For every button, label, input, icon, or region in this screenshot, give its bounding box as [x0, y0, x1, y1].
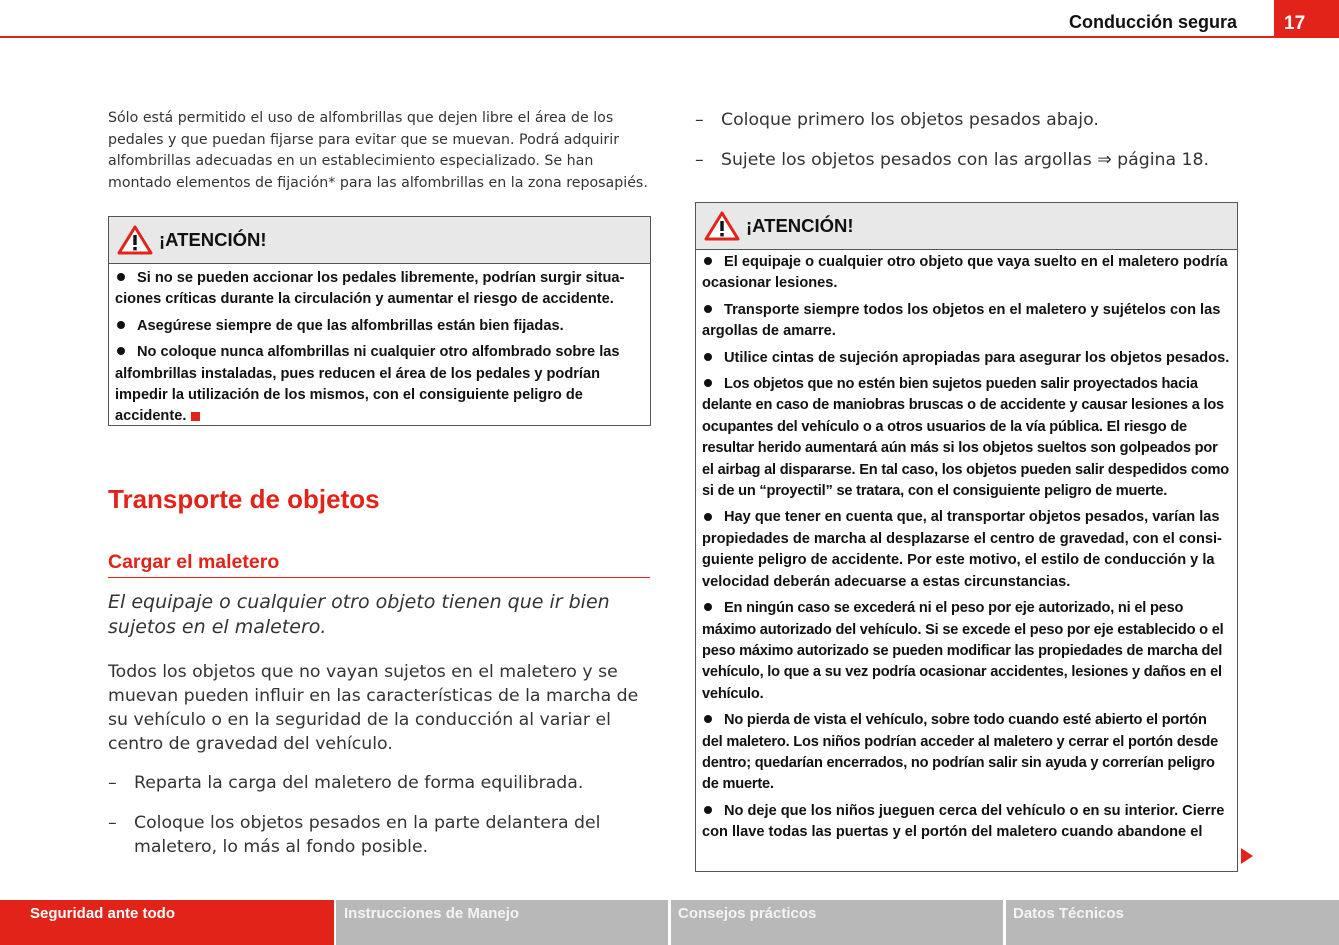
- footer-nav: [0, 900, 1339, 945]
- warning-item: Si no se pueden accionar los pedales libremente, podrían surgir situa-ciones críticas durante la circulación y aumentar el riesgo de accidente.: [115, 270, 625, 308]
- warning-item: No pierda de vista el vehículo, sobre todo cuando esté abierto el portón del maletero. Los niños podrían acceder al maletero y cerrar el portón desde dentro; quedarían encerrados, no podrían salir sin ayuda y correrían peligro de muerte.: [702, 712, 1219, 793]
- warning-list: [696, 250, 1237, 853]
- body-paragraph: Todos los objetos que no vayan sujetos en el maletero y se muevan pueden influir en las características de la marcha de su vehículo o en la seguridad de la conducción al variar el centro de gravedad del vehículo.: [108, 662, 639, 754]
- warning-triangle-icon: [117, 225, 153, 255]
- continue-arrow-icon: [1241, 848, 1253, 864]
- warning-title: ¡ATENCIÓN!: [746, 215, 854, 236]
- step-item: – Coloque primero los objetos pesados abajo.: [695, 110, 1099, 130]
- lead-text: El equipaje o cualquier otro objeto tienen que ir bien sujetos en el maletero.: [108, 591, 610, 638]
- step-item: – Coloque los objetos pesados en la parte delantera del maletero, lo más al fondo posible.: [108, 813, 601, 857]
- warning-item: No coloque nunca alfombrillas ni cualquier otro alfombrado sobre las alfombrillas instaladas, pues reducen el área de los pedales y podrían impedir la utilización de los mismos, con el consiguiente peligro de accidente.: [115, 344, 620, 425]
- warning-title: ¡ATENCIÓN!: [159, 229, 267, 250]
- header-rule: [0, 36, 1339, 38]
- page-number: 17: [1274, 0, 1339, 38]
- warning-item: Utilice cintas de sujeción apropiadas para asegurar los objetos pesados.: [702, 348, 1231, 369]
- warning-item: En ningún caso se excederá ni el peso por eje autorizado, ni el peso máximo autorizado del vehículo. Si se excede el peso por eje establecido o el peso máximo autorizado se pueden modificar las propiedades de marcha del vehículo, lo que a su vez podría ocasionar accidentes, lesiones y daños en el vehículo.: [702, 600, 1224, 702]
- tab-instrucciones[interactable]: Instrucciones de Manejo: [336, 900, 668, 945]
- warning-header: [109, 217, 650, 264]
- warning-item: Hay que tener en cuenta que, al transportar objetos pesados, varían las propiedades de marcha al desplazarse el centro de gravedad, con el consi-guiente peligro de accidente. Por este motivo, el estilo de conducción y la velocidad deberán adecuarse a estas circunstancias.: [702, 509, 1222, 590]
- subsection-title: Cargar el maletero: [108, 551, 280, 573]
- left-steps: [108, 771, 656, 859]
- end-marker-icon: [191, 412, 200, 421]
- warning-list: [109, 264, 650, 437]
- warning-header: [696, 203, 1237, 250]
- tab-consejos[interactable]: Consejos prácticos: [671, 900, 1003, 945]
- warning-box-right: [695, 202, 1238, 872]
- warning-item: El equipaje o cualquier otro objeto que vaya suelto en el maletero podría ocasionar lesiones.: [702, 254, 1228, 292]
- section-title: Transporte de objetos: [108, 484, 380, 514]
- intro-paragraph: Sólo está permitido el uso de alfombrillas que dejen libre el área de los pedales y que puedan fijarse para evitar que se muevan. Podrá adquirir alfombrillas adecuadas en un establecimiento especializado. Se han montado elementos de fijación* para las alfombrillas en la zona reposapiés.: [108, 110, 648, 191]
- chapter-title: Conducción segura: [1068, 12, 1237, 32]
- warning-item: Los objetos que no estén bien sujetos pueden salir proyectados hacia delante en caso de maniobras bruscas o de accidente y causar lesiones a los ocupantes del vehículo o a otros usuarios de la vía pública. El riesgo de resultar herido aumentará aún más si los objetos sueltos son golpeados por el airbag al dispararse. En tal caso, los objetos pueden salir despedidos como si de un “proyectil” se tratara, con el consiguiente peligro de muerte.: [702, 376, 1229, 500]
- warning-item: Asegúrese siempre de que las alfombrillas están bien fijadas.: [115, 316, 644, 337]
- warning-box-left: [108, 216, 651, 426]
- step-item: – Reparta la carga del maletero de forma equilibrada.: [108, 773, 584, 793]
- right-steps: [695, 108, 1235, 172]
- step-item: – Sujete los objetos pesados con las argollas ⇒ página 18.: [695, 150, 1210, 170]
- tab-seguridad[interactable]: Seguridad ante todo: [0, 900, 334, 945]
- subsection-rule: [108, 577, 650, 578]
- tab-datos-tecnicos[interactable]: Datos Técnicos: [1006, 900, 1339, 945]
- warning-item: Transporte siempre todos los objetos en el maletero y sujételos con las argollas de amarre.: [702, 301, 1221, 340]
- warning-item: No deje que los niños jueguen cerca del vehículo o en su interior. Cierre con llave todas las puertas y el portón del maletero cuando abandone el: [702, 802, 1225, 841]
- warning-triangle-icon: [704, 211, 740, 241]
